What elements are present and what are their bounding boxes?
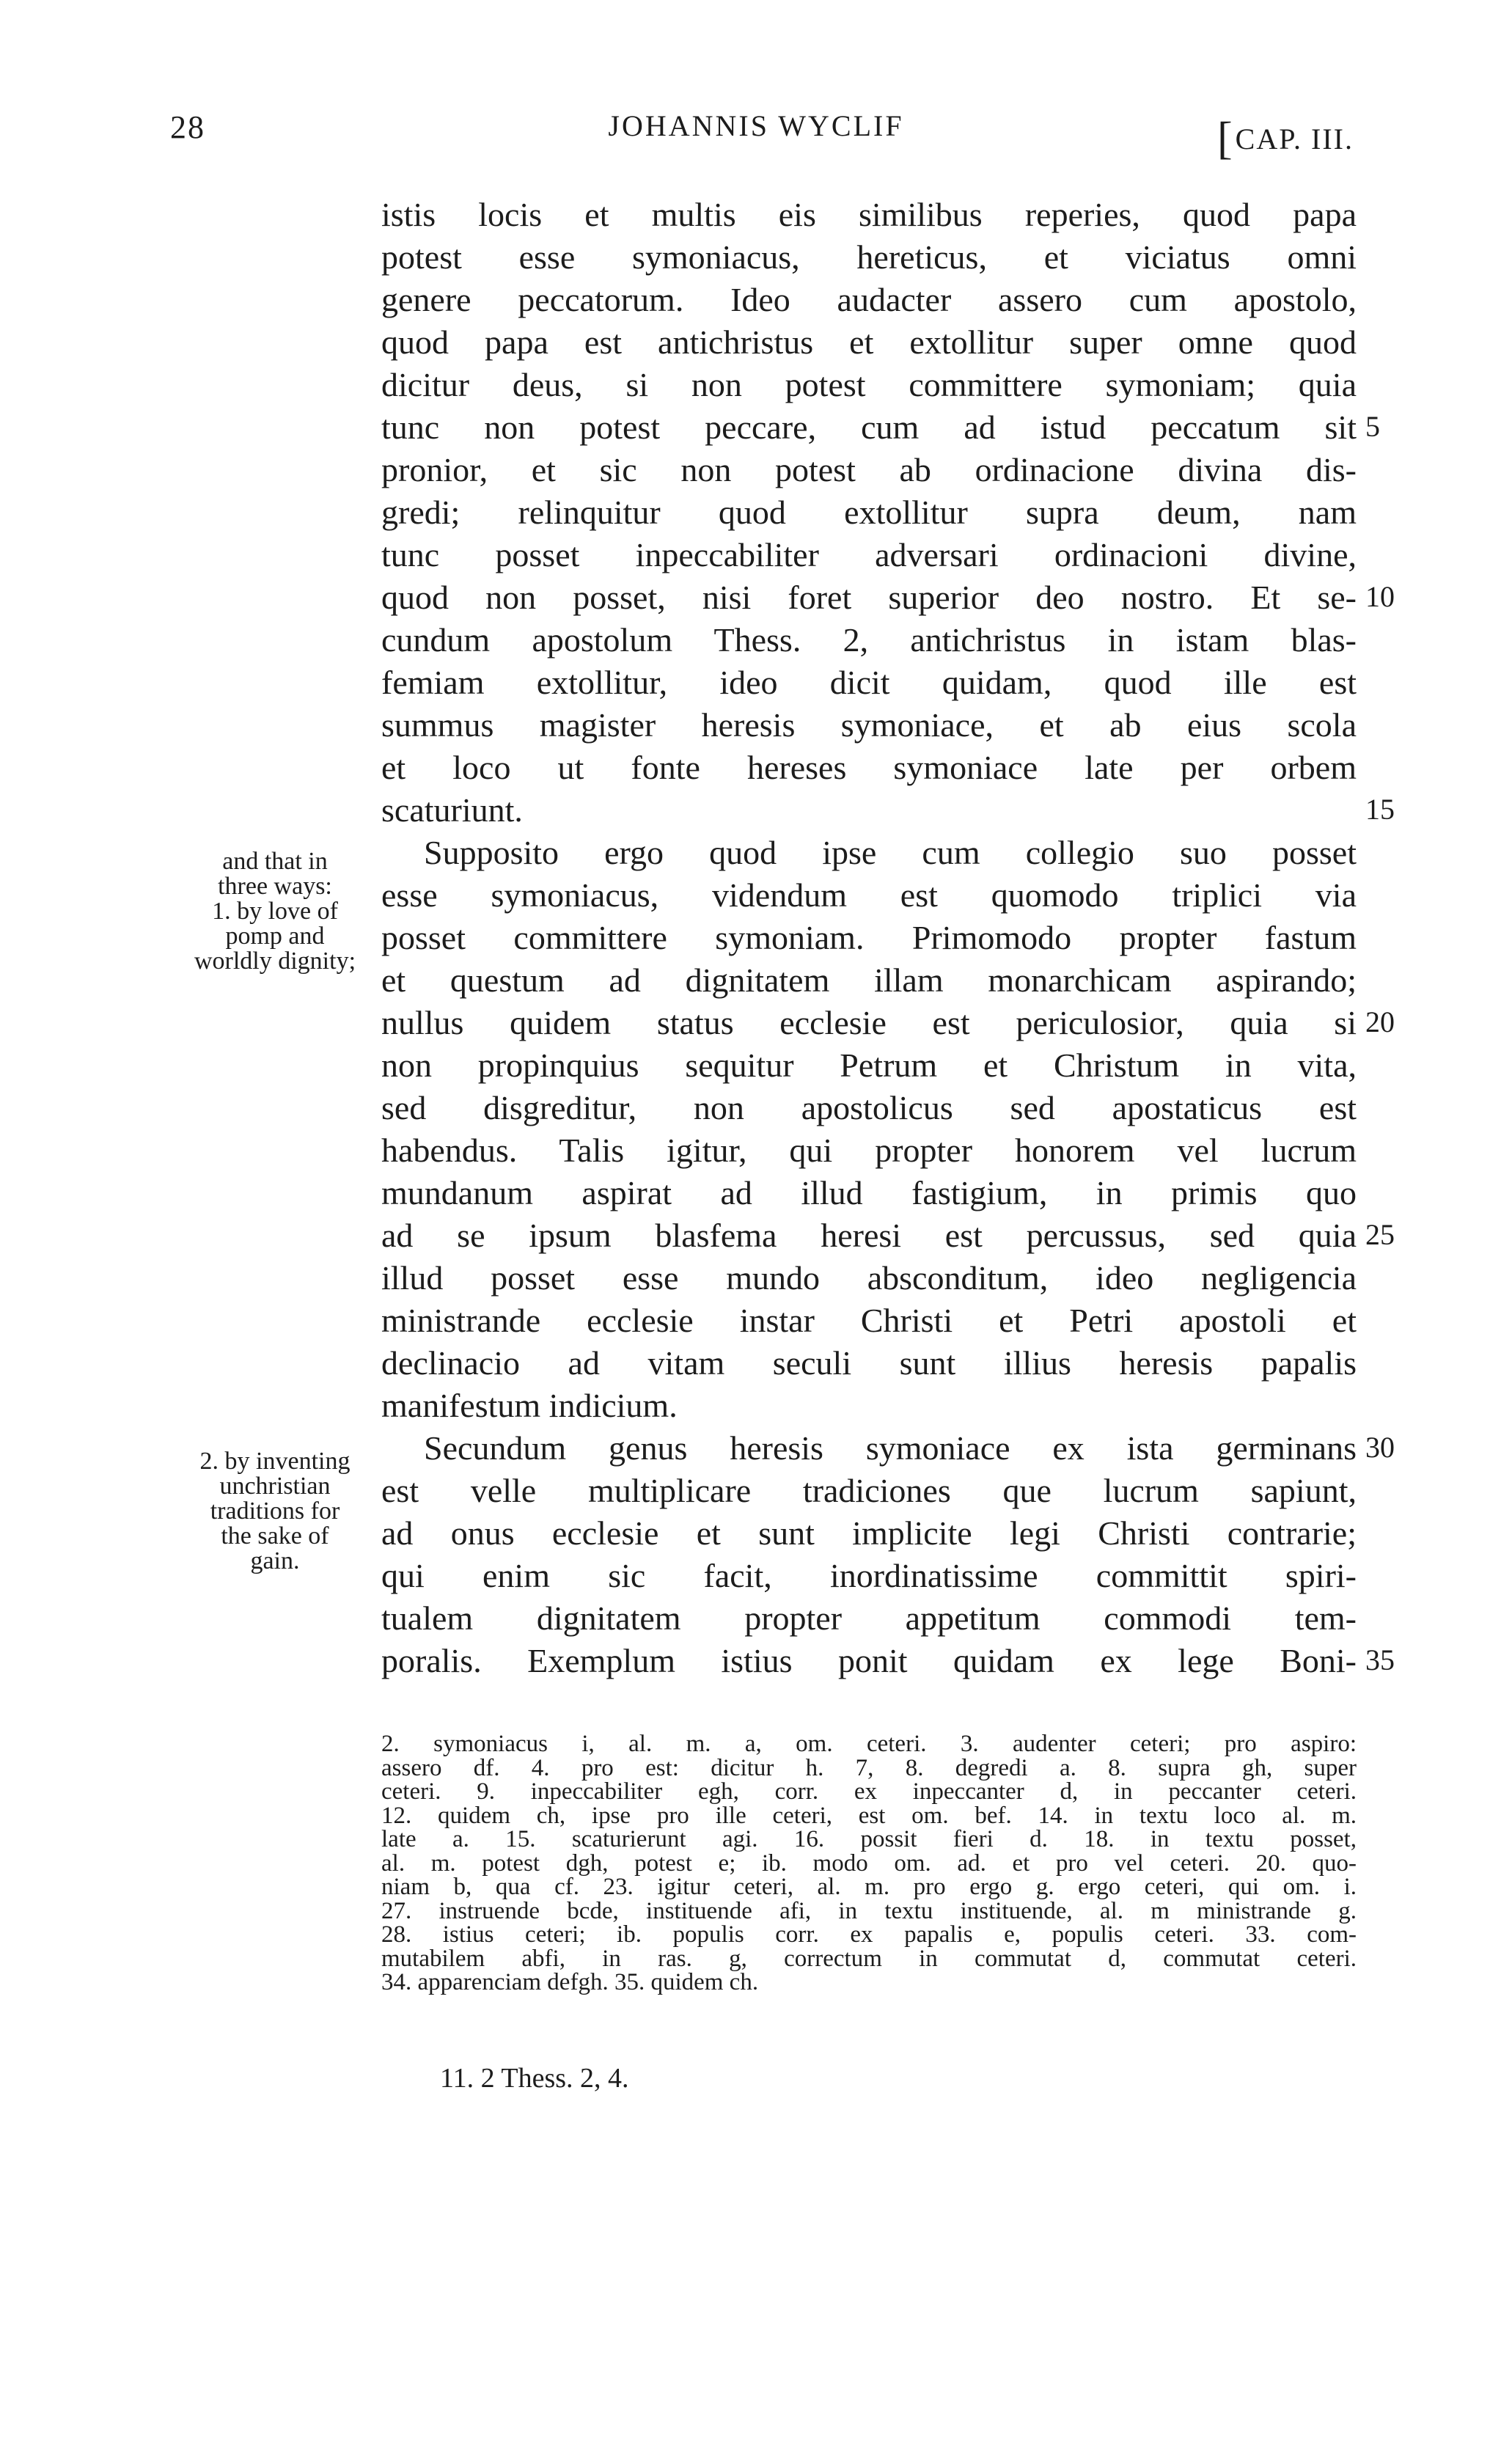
margin-note-line: gain. <box>250 1547 300 1574</box>
footnote-line: 28. istius ceteri; ib. populis corr. ex papalis e, populis ceteri. 33. com- <box>381 1921 1357 1948</box>
line-number: 25 <box>1365 1218 1395 1251</box>
footnote-line: late a. 15. scaturierunt agi. 16. possit fieri d. 18. in textu posset, <box>381 1826 1357 1852</box>
open-bracket: [ <box>1217 114 1234 164</box>
text-line: femiam extollitur, ideo dicit quidam, quod ille est <box>381 664 1357 701</box>
page-number: 28 <box>170 109 205 145</box>
text-line: qui enim sic facit, inordinatissime committit spiri- <box>381 1557 1357 1594</box>
margin-note-line: the sake of <box>221 1522 329 1550</box>
text-line: dicitur deus, si non potest committere symoniam; quia <box>381 366 1357 403</box>
text-line: Secundum genus heresis symoniace ex ista germinans <box>424 1429 1357 1467</box>
text-line: declinacio ad vitam seculi sunt illius heresis papalis <box>381 1344 1357 1382</box>
margin-note-line: 2. by inventing <box>199 1448 351 1475</box>
text-line: istis locis et multis eis similibus reperies, quod papa <box>381 196 1357 233</box>
margin-note-line: pomp and <box>225 923 325 950</box>
margin-note-line: and that in <box>222 848 328 875</box>
margin-note-line: unchristian <box>219 1473 331 1500</box>
text-line: et questum ad dignitatem illam monarchicam aspirando; <box>381 961 1357 999</box>
footnote-line: ceteri. 9. inpeccabiliter egh, corr. ex inpeccanter d, in peccanter ceteri. <box>381 1778 1357 1805</box>
text-line: genere peccatorum. Ideo audacter assero cum apostolo, <box>381 281 1357 318</box>
text-line: mundanum aspirat ad illud fastigium, in primis quo <box>381 1174 1357 1211</box>
footnote-line: 27. instruende bcde, instituende afi, in textu instituende, al. m ministrande g. <box>381 1897 1357 1924</box>
chapter-label <box>1217 109 1354 164</box>
margin-note-line: worldly dignity; <box>194 947 356 975</box>
text-line: et loco ut fonte hereses symoniace late per orbem <box>381 749 1357 786</box>
text-line: ad se ipsum blasfema heresi est percussus, sed quia <box>381 1217 1357 1254</box>
margin-note-line: three ways: <box>218 873 332 900</box>
scripture-reference: 11. 2 Thess. 2, 4. <box>440 2063 629 2094</box>
text-line: tunc posset inpeccabiliter adversari ordinacioni divine, <box>381 536 1357 573</box>
line-number: 15 <box>1365 793 1395 826</box>
text-line: poralis. Exemplum istius ponit quidam ex lege Boni- <box>381 1642 1357 1679</box>
text-line: quod non posset, nisi foret superior deo nostro. Et se- <box>381 579 1357 616</box>
text-line: potest esse symoniacus, hereticus, et viciatus omni <box>381 238 1357 276</box>
footnote-line: mutabilem abfi, in ras. g, correctum in commutat d, commutat ceteri. <box>381 1945 1357 1972</box>
text-line: ministrande ecclesie instar Christi et Petri apostoli et <box>381 1302 1357 1339</box>
text-line: nullus quidem status ecclesie est periculosior, quia si <box>381 1004 1357 1041</box>
text-line: quod papa est antichristus et extollitur super omne quod <box>381 323 1357 361</box>
text-line: manifestum indicium. <box>381 1387 678 1424</box>
text-line: est velle multiplicare tradiciones que lucrum sapiunt, <box>381 1472 1357 1509</box>
line-number: 10 <box>1365 580 1395 613</box>
running-header <box>0 109 1512 164</box>
text-line: gredi; relinquitur quod extollitur supra deum, nam <box>381 494 1357 531</box>
line-number: 5 <box>1365 410 1380 443</box>
text-line: pronior, et sic non potest ab ordinacione divina dis- <box>381 451 1357 488</box>
text-line: tunc non potest peccare, cum ad istud peccatum sit <box>381 408 1357 446</box>
text-line: summus magister heresis symoniace, et ab eius scola <box>381 706 1357 744</box>
text-line: habendus. Talis igitur, qui propter honorem vel lucrum <box>381 1132 1357 1169</box>
text-line: ad onus ecclesie et sunt implicite legi Christi contrarie; <box>381 1514 1357 1552</box>
chapter-text: CAP. III. <box>1235 122 1354 155</box>
text-line: sed disgreditur, non apostolicus sed apostaticus est <box>381 1089 1357 1126</box>
footnote-line: al. m. potest dgh, potest e; ib. modo om. ad. et pro vel ceteri. 20. quo- <box>381 1849 1357 1877</box>
footnote-line: 34. apparenciam defgh. 35. quidem ch. <box>381 1969 759 1995</box>
text-line: non propinquius sequitur Petrum et Christum in vita, <box>381 1046 1357 1084</box>
margin-note-line: traditions for <box>210 1497 340 1525</box>
margin-note-line: 1. by love of <box>212 898 338 925</box>
running-title: JOHANNIS WYCLIF <box>608 109 904 142</box>
text-line: Supposito ergo quod ipse cum collegio suo posset <box>424 834 1357 871</box>
text-line: cundum apostolum Thess. 2, antichristus in istam blas- <box>381 621 1357 659</box>
line-number: 35 <box>1365 1643 1395 1676</box>
line-number: 20 <box>1365 1005 1395 1038</box>
footnote-line: assero df. 4. pro est: dicitur h. 7, 8. degredi a. 8. supra gh, super <box>381 1754 1357 1781</box>
text-line: posset committere symoniam. Primomodo propter fastum <box>381 919 1357 956</box>
footnote-line: 2. symoniacus i, al. m. a, om. ceteri. 3. audenter ceteri; pro aspiro: <box>381 1731 1357 1757</box>
text-line: scaturiunt. <box>381 791 523 829</box>
footnote-line: 12. quidem ch, ipse pro ille ceteri, est om. bef. 14. in textu loco al. m. <box>381 1802 1357 1829</box>
text-line: esse symoniacus, videndum est quomodo triplici via <box>381 876 1357 914</box>
line-number: 30 <box>1365 1431 1395 1464</box>
text-line: tualem dignitatem propter appetitum commodi tem- <box>381 1599 1357 1637</box>
text-line: illud posset esse mundo absconditum, ideo negligencia <box>381 1259 1357 1297</box>
footnote-line: niam b, qua cf. 23. igitur ceteri, al. m. pro ergo g. ergo ceteri, qui om. i. <box>381 1874 1357 1900</box>
